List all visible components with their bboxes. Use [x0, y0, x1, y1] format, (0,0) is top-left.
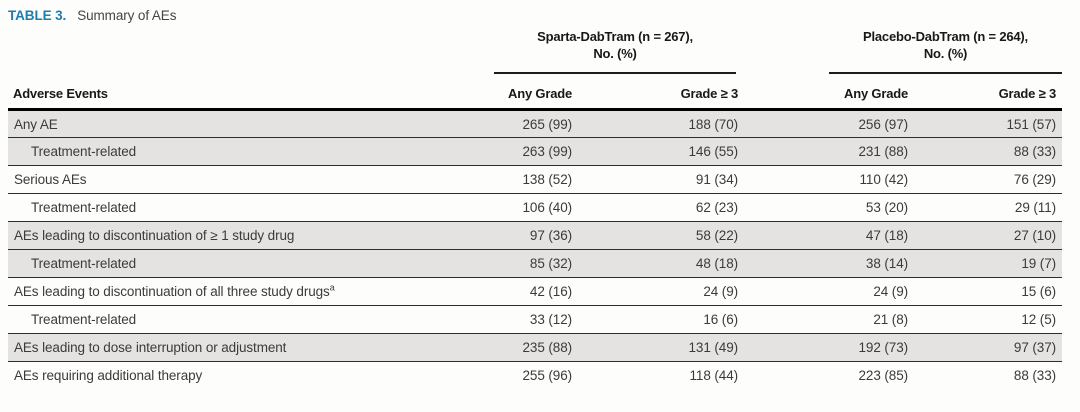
value-cell: 192 (73) — [858, 340, 908, 355]
value-cell: 265 (99) — [522, 116, 572, 132]
row-label: Treatment-related — [31, 312, 137, 327]
value-cell: 97 (36) — [529, 228, 572, 243]
value-cell: 15 (6) — [1021, 284, 1056, 299]
table-row — [8, 110, 1062, 138]
row-label-cell — [8, 334, 486, 362]
value-cell: 47 (18) — [865, 228, 908, 243]
row-label: Treatment-related — [31, 200, 137, 215]
column-header-row — [8, 74, 1062, 110]
summary-of-aes-table — [8, 26, 1062, 390]
value-cell: 88 (33) — [1013, 144, 1056, 159]
value-cell: 255 (96) — [522, 368, 572, 384]
row-label: AEs leading to discontinuation of ≥ 1 study drug — [14, 228, 295, 243]
value-cell: 88 (33) — [1013, 368, 1056, 384]
value-cell: 76 (29) — [1013, 172, 1056, 187]
value-cell: 231 (88) — [858, 144, 908, 159]
value-cell: 48 (18) — [695, 256, 738, 271]
group-title: Sparta-DabTram (n = 267), — [537, 29, 693, 44]
column-group-cell-placebo — [744, 26, 1062, 74]
value-cell: 21 (8) — [873, 312, 908, 327]
value-cell: 235 (88) — [522, 340, 572, 355]
value-cell: 263 (99) — [522, 144, 572, 159]
value-cell: 91 (34) — [695, 172, 738, 187]
value-cell: 62 (23) — [695, 200, 738, 215]
row-label: Any AE — [14, 116, 58, 132]
value-cell: 131 (49) — [688, 340, 738, 355]
column-header-sparta-any-grade: Any Grade — [508, 86, 572, 101]
value-cell: 110 (42) — [859, 172, 908, 187]
value-cell: 29 (11) — [1014, 200, 1056, 215]
row-label: AEs leading to discontinuation of all three study drugs — [14, 284, 330, 299]
row-label: AEs requiring additional therapy — [14, 368, 203, 384]
value-cell: 85 (32) — [529, 256, 572, 271]
row-label: Treatment-related — [31, 256, 137, 271]
row-label: AEs leading to dose interruption or adjustment — [14, 340, 287, 355]
row-label-cell — [8, 362, 486, 390]
row-label: Serious AEs — [14, 172, 87, 187]
value-cell: 58 (22) — [695, 228, 738, 243]
group-subtitle: No. (%) — [923, 45, 968, 61]
value-cell: 223 (85) — [858, 368, 908, 384]
table-row — [8, 138, 1062, 166]
value-cell: 12 (5) — [1021, 312, 1056, 327]
group-title: Placebo-DabTram (n = 264), — [863, 29, 1028, 44]
row-label-cell — [8, 138, 486, 166]
table-row — [8, 306, 1062, 334]
column-group-header-placebo-dabtram — [829, 29, 1062, 74]
column-group-header-sparta-dabtram — [494, 29, 736, 74]
value-cell: 53 (20) — [865, 200, 908, 215]
row-label-cell — [8, 278, 486, 306]
value-cell: 42 (16) — [529, 284, 572, 299]
value-cell: 27 (10) — [1013, 228, 1056, 243]
value-cell: 188 (70) — [688, 116, 738, 132]
table-row — [8, 222, 1062, 250]
value-cell: 151 (57) — [1006, 116, 1056, 132]
value-cell: 118 (44) — [689, 368, 738, 384]
table-row — [8, 194, 1062, 222]
table-row — [8, 250, 1062, 278]
row-label-cell — [8, 250, 486, 278]
column-header-placebo-grade-ge3: Grade ≥ 3 — [998, 86, 1056, 101]
row-label-cell — [8, 306, 486, 334]
value-cell: 33 (12) — [529, 312, 572, 327]
value-cell: 24 (9) — [873, 284, 908, 299]
table-title — [0, 0, 1080, 25]
table-row — [8, 362, 1062, 390]
table-row — [8, 334, 1062, 362]
row-label-cell — [8, 110, 486, 138]
value-cell: 256 (97) — [858, 116, 908, 132]
group-subtitle: No. (%) — [593, 45, 637, 61]
table-row — [8, 278, 1062, 306]
footnote-marker: a — [329, 282, 335, 293]
column-header-adverse-events: Adverse Events — [13, 86, 108, 101]
column-header-sparta-grade-ge3: Grade ≥ 3 — [680, 86, 738, 101]
table-row — [8, 166, 1062, 194]
column-group-cell-sparta — [486, 26, 744, 74]
value-cell: 106 (40) — [522, 200, 572, 215]
row-label-cell — [8, 222, 486, 250]
value-cell: 19 (7) — [1021, 256, 1056, 271]
value-cell: 97 (37) — [1013, 340, 1056, 355]
table-number-label: TABLE 3. — [8, 8, 67, 23]
column-header-placebo-any-grade: Any Grade — [844, 86, 908, 101]
value-cell: 38 (14) — [865, 256, 908, 271]
group-row-spacer — [8, 26, 486, 74]
row-label-cell — [8, 166, 486, 194]
value-cell: 24 (9) — [703, 284, 738, 299]
table-caption: Summary of AEs — [77, 8, 177, 23]
value-cell: 16 (6) — [703, 312, 738, 327]
row-label: Treatment-related — [31, 144, 137, 159]
column-group-row — [8, 26, 1062, 74]
value-cell: 146 (55) — [688, 144, 738, 159]
value-cell: 138 (52) — [522, 172, 572, 187]
row-label-cell — [8, 194, 486, 222]
